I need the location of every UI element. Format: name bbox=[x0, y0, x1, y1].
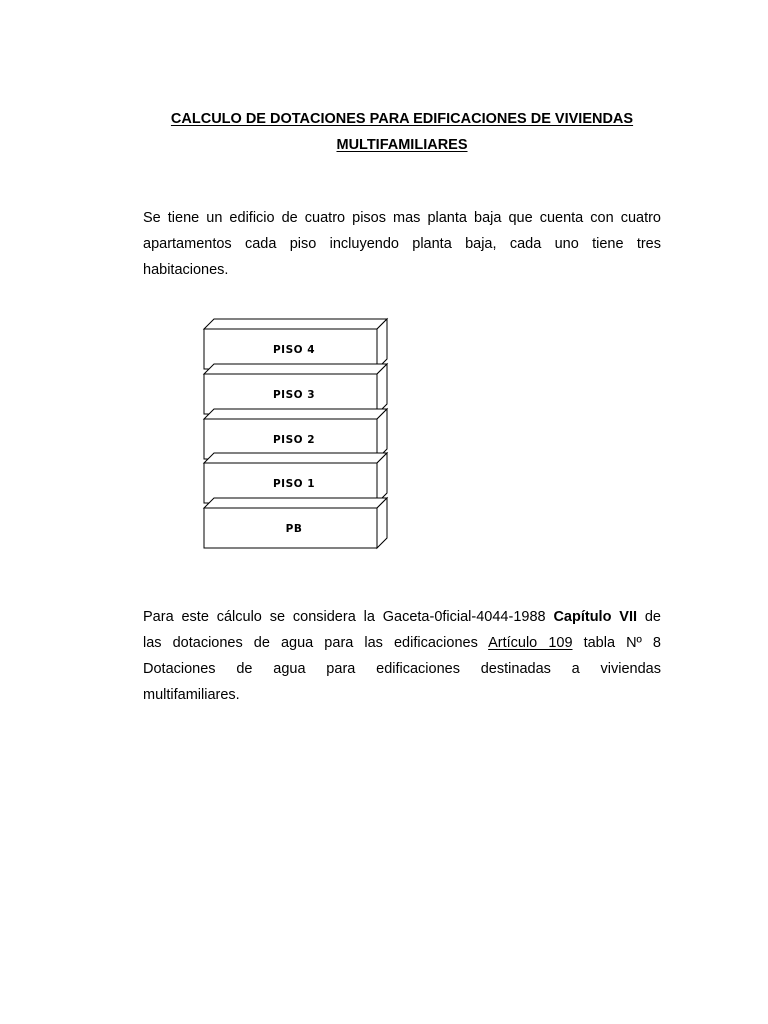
reference-text: Para este cálculo se considera la Gaceta-0ficial-4044-1988 bbox=[143, 609, 554, 625]
floor-label-piso-2: PISO 2 bbox=[272, 434, 316, 446]
intro-line-2: apartamentos cada piso incluyendo planta baja, cada uno tiene tres bbox=[143, 236, 661, 252]
title-line-2: MULTIFAMILIARES bbox=[336, 137, 468, 153]
intro-line-3: habitaciones. bbox=[143, 262, 229, 278]
floor-label-piso-4: PISO 4 bbox=[272, 344, 316, 356]
reference-line-2 bbox=[143, 630, 661, 656]
floor-label-pb: PB bbox=[285, 523, 303, 535]
floor-label-piso-3: PISO 3 bbox=[272, 389, 316, 401]
intro-line-1: Se tiene un edificio de cuatro pisos mas planta baja que cuenta con cuatro bbox=[143, 210, 661, 226]
reference-paragraph bbox=[143, 604, 661, 708]
reference-line-4: multifamiliares. bbox=[143, 687, 240, 703]
reference-line-1 bbox=[143, 604, 661, 630]
chapter-reference: Capítulo VII bbox=[553, 609, 638, 625]
article-reference: Artículo 109 bbox=[488, 635, 573, 651]
reference-text: las dotaciones de agua para las edificaciones bbox=[143, 635, 489, 651]
floor-label-piso-1: PISO 1 bbox=[272, 478, 316, 490]
reference-text: tabla Nº 8 bbox=[572, 635, 661, 651]
reference-text: de bbox=[637, 609, 661, 625]
reference-line-3: Dotaciones de agua para edificaciones destinadas a viviendas bbox=[143, 661, 661, 677]
title-line-1: CALCULO DE DOTACIONES PARA EDIFICACIONES DE VIVIENDAS bbox=[170, 111, 634, 127]
